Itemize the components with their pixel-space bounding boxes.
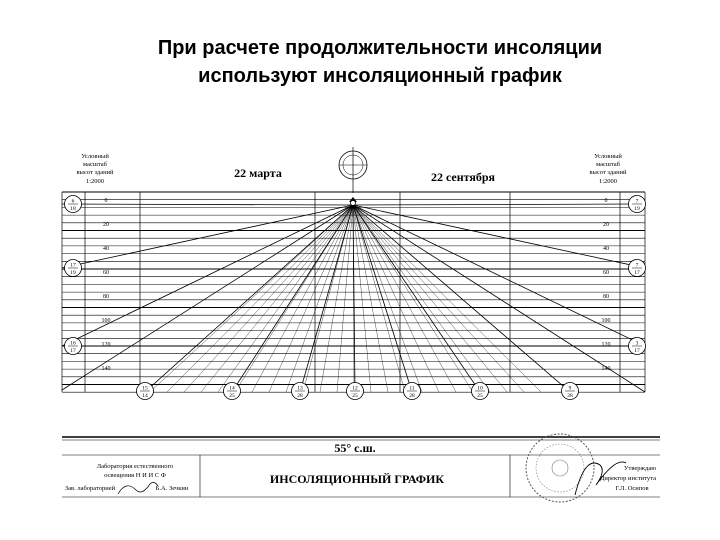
- sun-ray-minor: [353, 205, 439, 392]
- right-scale-caption-line: Условный: [594, 153, 622, 160]
- compass-icon: [339, 147, 367, 206]
- svg-text:25: 25: [229, 393, 235, 399]
- right-height-mark: 40: [603, 246, 609, 252]
- sun-ray-minor: [218, 205, 353, 392]
- sun-ray: [353, 205, 645, 268]
- bottom-hour-badge: [347, 383, 364, 400]
- right-hour-badge: [629, 196, 646, 213]
- svg-text:7: 7: [635, 262, 639, 269]
- latitude-label: 55° с.ш.: [334, 441, 376, 455]
- sun-ray-minor: [353, 205, 490, 392]
- left-hour-badge: [65, 196, 82, 213]
- left-height-mark: 60: [103, 270, 109, 276]
- stamp-title: ИНСОЛЯЦИОННЫЙ ГРАФИК: [269, 472, 445, 486]
- sun-ray-minor: [286, 205, 353, 392]
- right-height-mark: 140: [601, 366, 611, 372]
- date-left-label: 22 марта: [234, 166, 282, 180]
- left-scale-caption-line: 1:2000: [85, 178, 105, 185]
- left-height-mark: 80: [103, 294, 109, 300]
- sun-rays: [62, 204, 645, 392]
- bottom-hour-badge: [292, 383, 309, 400]
- svg-text:17: 17: [70, 348, 76, 354]
- left-scale-caption-line: Условный: [81, 153, 109, 160]
- date-right-label: 22 сентября: [430, 170, 496, 184]
- left-height-mark: 40: [103, 246, 109, 252]
- bottom-hour-badge: [137, 383, 154, 400]
- svg-text:28: 28: [297, 393, 303, 399]
- svg-text:3: 3: [635, 340, 639, 347]
- svg-text:28: 28: [409, 393, 415, 399]
- left-height-mark: 140: [101, 366, 111, 372]
- bottom-hour-badge: [562, 383, 579, 400]
- right-scale-caption-line: высот зданий: [589, 169, 627, 176]
- stamp-left-line: Зав. лабораторией: [64, 485, 116, 492]
- right-height-mark: 100: [601, 318, 611, 324]
- left-height-mark: 120: [101, 342, 111, 348]
- left-scale-caption: [76, 153, 114, 185]
- sun-ray: [145, 205, 353, 392]
- svg-text:11: 11: [409, 385, 415, 392]
- left-height-mark: 20: [103, 222, 109, 228]
- svg-text:19: 19: [70, 270, 76, 276]
- svg-text:17: 17: [70, 262, 76, 269]
- right-scale-caption: [589, 153, 627, 185]
- svg-text:15: 15: [142, 385, 148, 392]
- left-hour-badge: [65, 260, 82, 277]
- slide-title-line-2: используют инсоляционный график: [198, 65, 562, 87]
- title-block: [62, 434, 660, 502]
- sun-ray: [353, 205, 645, 346]
- bottom-hour-badge: [224, 383, 241, 400]
- stamp-right-line: Утверждаю: [623, 465, 657, 472]
- stamp-left-line: Б.А. Зечкин: [155, 485, 189, 492]
- left-height-mark: 100: [101, 318, 111, 324]
- right-hour-badge: [629, 338, 646, 355]
- svg-text:10: 10: [477, 385, 483, 392]
- sun-ray-minor: [269, 205, 353, 392]
- sun-ray-minor: [353, 205, 473, 392]
- svg-text:12: 12: [352, 385, 358, 392]
- svg-text:7: 7: [635, 198, 639, 205]
- bottom-hour-badge: [472, 383, 489, 400]
- svg-text:16: 16: [70, 340, 76, 347]
- sun-ray-minor: [353, 205, 541, 392]
- right-height-mark: 120: [601, 342, 611, 348]
- svg-text:9: 9: [568, 385, 572, 392]
- signature-left: [118, 482, 158, 494]
- right-height-mark: 0: [604, 198, 608, 204]
- svg-text:14: 14: [229, 385, 235, 392]
- svg-text:28: 28: [567, 393, 573, 399]
- right-hour-badge: [629, 260, 646, 277]
- svg-text:25: 25: [352, 393, 358, 399]
- sun-ray: [353, 205, 570, 392]
- stamp-left-line: освещения Н И И С Ф: [104, 472, 166, 479]
- svg-text:14: 14: [142, 393, 148, 399]
- sun-ray: [353, 205, 645, 392]
- left-scale-caption-line: масштаб: [83, 161, 107, 168]
- right-height-mark: 20: [603, 222, 609, 228]
- right-height-mark: 80: [603, 294, 609, 300]
- sun-ray: [62, 204, 353, 205]
- right-scale-caption-line: 1:2000: [598, 178, 618, 185]
- sun-ray: [232, 205, 353, 392]
- slide-title-line-1: При расчете продолжительности инсоляции: [157, 37, 603, 59]
- svg-text:6: 6: [71, 198, 75, 205]
- sun-ray: [353, 204, 645, 205]
- stamp-right-line: Директор института: [600, 475, 656, 482]
- sun-ray-minor: [303, 205, 353, 392]
- left-scale-caption-line: высот зданий: [76, 169, 114, 176]
- svg-text:17: 17: [634, 270, 640, 276]
- stamp-right-line: Г.Л. Осипов: [615, 485, 649, 492]
- svg-text:13: 13: [297, 385, 303, 392]
- svg-text:17: 17: [634, 348, 640, 354]
- left-height-mark: 0: [104, 198, 108, 204]
- sun-ray-minor: [235, 205, 353, 392]
- bottom-hour-badge: [404, 383, 421, 400]
- stamp-left-line: Лаборатория естественного: [96, 463, 174, 470]
- left-hour-badge: [65, 338, 82, 355]
- sun-ray-minor: [150, 205, 353, 392]
- right-scale-caption-line: масштаб: [596, 161, 620, 168]
- svg-text:18: 18: [70, 206, 76, 212]
- svg-text:25: 25: [477, 393, 483, 399]
- svg-text:19: 19: [634, 206, 640, 212]
- sun-ray-minor: [252, 205, 353, 392]
- round-seal-icon: [526, 434, 594, 502]
- right-height-mark: 60: [603, 270, 609, 276]
- sun-ray-minor: [184, 205, 353, 392]
